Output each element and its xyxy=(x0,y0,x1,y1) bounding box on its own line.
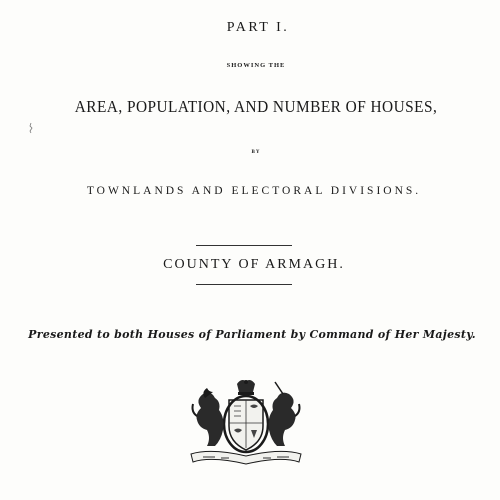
subtitle: TOWNLANDS AND ELECTORAL DIVISIONS. xyxy=(86,185,422,197)
county-title: COUNTY OF ARMAGH. xyxy=(163,257,345,272)
part-heading: PART I. xyxy=(226,20,290,35)
main-title: AREA, POPULATION, AND NUMBER OF HOUSES, xyxy=(74,97,438,116)
rule-divider-bottom xyxy=(196,284,292,285)
royal-coat-of-arms-icon xyxy=(181,378,311,468)
rule-divider-top xyxy=(196,245,292,246)
showing-text: SHOWING THE xyxy=(226,62,286,69)
by-text: BY xyxy=(251,150,261,155)
presented-statement: Presented to both Houses of Parliament by Command of Her Majesty. xyxy=(28,328,476,341)
margin-mark-icon xyxy=(28,122,34,134)
